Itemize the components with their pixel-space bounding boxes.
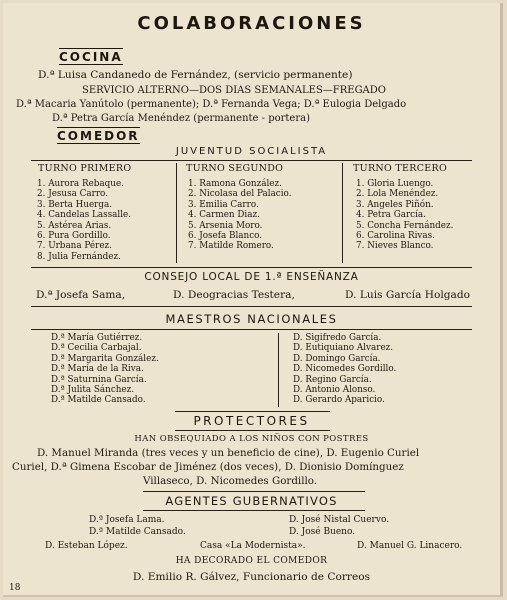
turno-primero-title: TURNO PRIMERO <box>38 163 132 174</box>
list-item: D. Gerardo Aparicio. <box>293 395 385 406</box>
list-item: 1. Aurora Rebaque. <box>37 179 124 189</box>
list-item: 2. Lola Menéndez. <box>356 189 439 200</box>
maestros-right-list <box>293 333 396 406</box>
turno-primero-list <box>37 179 131 262</box>
divider <box>31 267 472 268</box>
list-item: 8. Julia Fernández. <box>37 251 121 262</box>
list-item: D.ª Margarita González. <box>51 353 159 364</box>
protectores-subtitle: HAN OBSEQUIADO A LOS NIÑOS CON POSTRES <box>134 434 369 444</box>
divider <box>175 411 330 412</box>
agentes-title: AGENTES GUBERNATIVOS <box>165 494 338 508</box>
list-item: 4. Candelas Lassalle. <box>37 210 132 221</box>
list-item: 1. Gloria Luengo. <box>356 179 434 189</box>
column-divider <box>176 163 177 263</box>
list-item: D. Domingo García. <box>293 353 381 364</box>
divider <box>31 306 472 307</box>
agente-entry: D.ª Matilde Cansado. <box>89 527 186 537</box>
turno-segundo-list <box>188 179 292 252</box>
list-item: 6. Josefa Blanco. <box>188 231 263 242</box>
consejo-title: CONSEJO LOCAL DE 1.ª ENSEÑANZA <box>144 271 359 283</box>
list-item: 7. Nieves Blanco. <box>356 241 434 252</box>
list-item: 2. Nicolasa del Palacio. <box>188 189 292 200</box>
decorado-title: HA DECORADO EL COMEDOR <box>175 556 328 566</box>
list-item: 3. Emilia Carro. <box>188 199 259 210</box>
list-item: 1. Ramona González. <box>188 179 282 189</box>
consejo-member: D. Deogracias Testera, <box>173 289 295 301</box>
cocina-heading: COCINA <box>59 50 123 64</box>
decorado-line: D. Emilio R. Gálvez, Funcionario de Correos <box>132 571 371 583</box>
maestros-left-list <box>51 333 159 406</box>
protectores-line: Curiel, D.ª Gimena Escobar de Jiménez (dos veces), D. Dionisio Domínguez <box>12 461 404 473</box>
document-page <box>3 3 503 597</box>
turno-segundo-title: TURNO SEGUNDO <box>186 163 284 174</box>
cocina-line-1: D.ª Luisa Candanedo de Fernández, (servicio permanente) <box>38 69 353 81</box>
list-item: D.ª Saturnina García. <box>51 374 147 385</box>
turno-tercero-list <box>356 179 453 252</box>
list-item: 2. Jesusa Carro. <box>37 189 108 200</box>
divider <box>31 329 472 330</box>
page-title: COLABORACIONES <box>137 13 366 34</box>
agente-entry: D. Manuel G. Linacero. <box>357 541 463 551</box>
list-item: D. Eutiquiano Alvarez. <box>293 343 394 354</box>
list-item: 5. Concha Fernández. <box>356 220 454 231</box>
list-item: D. Nicomedes Gordillo. <box>293 364 397 375</box>
consejo-member: D. Luis García Holgado <box>345 289 471 301</box>
list-item: 4. Carmen Diaz. <box>188 210 260 221</box>
agente-entry: D. Esteban López. <box>45 541 128 551</box>
list-item: D. Sigifredo García. <box>293 333 382 343</box>
list-item: D.ª Cecilia Carbajal. <box>51 343 142 354</box>
consejo-member: D.ª Josefa Sama, <box>36 289 126 301</box>
comedor-heading: COMEDOR <box>57 129 140 143</box>
agente-entry: D.ª Josefa Lama. <box>89 515 165 525</box>
agente-entry: D. José Bueno. <box>289 527 356 537</box>
list-item: 4. Petra García. <box>356 210 426 221</box>
list-item: D.ª Matilde Cansado. <box>51 395 146 406</box>
column-divider <box>278 333 279 407</box>
turno-tercero-title: TURNO TERCERO <box>353 163 448 174</box>
list-item: D. Regino García. <box>293 374 372 385</box>
list-item: D.ª Julita Sánchez. <box>51 385 135 396</box>
divider <box>175 430 330 431</box>
list-item: 3. Angeles Piñón. <box>356 199 434 210</box>
list-item: D.ª María de la Riva. <box>51 364 144 375</box>
divider <box>143 510 365 511</box>
list-item: D. Antonio Alonso. <box>293 385 376 396</box>
list-item: 7. Urbana Pérez. <box>37 241 112 252</box>
protectores-title: PROTECTORES <box>193 414 310 428</box>
list-item: 5. Astérea Arias. <box>37 220 112 231</box>
maestros-title: MAESTROS NACIONALES <box>165 312 338 326</box>
cocina-line-4: D.ª Petra García Menéndez (permanente - portera) <box>52 113 310 124</box>
page-number: 18 <box>9 583 21 593</box>
list-item: 6. Carolina Rivas. <box>356 231 435 242</box>
list-item: 5. Arsenia Moro. <box>188 220 263 231</box>
list-item: 3. Berta Huerga. <box>37 199 113 210</box>
column-divider <box>342 163 343 263</box>
agente-entry: Casa «La Modernista». <box>200 541 306 551</box>
divider <box>143 491 365 492</box>
list-item: 7. Matilde Romero. <box>188 241 274 252</box>
list-item: 6. Pura Gordillo. <box>37 231 111 242</box>
cocina-line-2: SERVICIO ALTERNO—DOS DIAS SEMANALES—FREGADO <box>82 85 386 96</box>
cocina-line-3: D.ª Macaria Yanútolo (permanente); D.ª Fernanda Vega; D.ª Eulogia Delgado <box>16 99 407 110</box>
divider <box>31 160 472 161</box>
juventud-title: JUVENTUD SOCIALISTA <box>175 146 328 157</box>
list-item: D.ª María Gutiérrez. <box>51 333 143 343</box>
protectores-line: Villaseco, D. Nicomedes Gordillo. <box>143 475 318 487</box>
agente-entry: D. José Nistal Cuervo. <box>289 515 390 525</box>
protectores-line: D. Manuel Miranda (tres veces y un beneficio de cine), D. Eugenio Curiel <box>37 447 420 459</box>
